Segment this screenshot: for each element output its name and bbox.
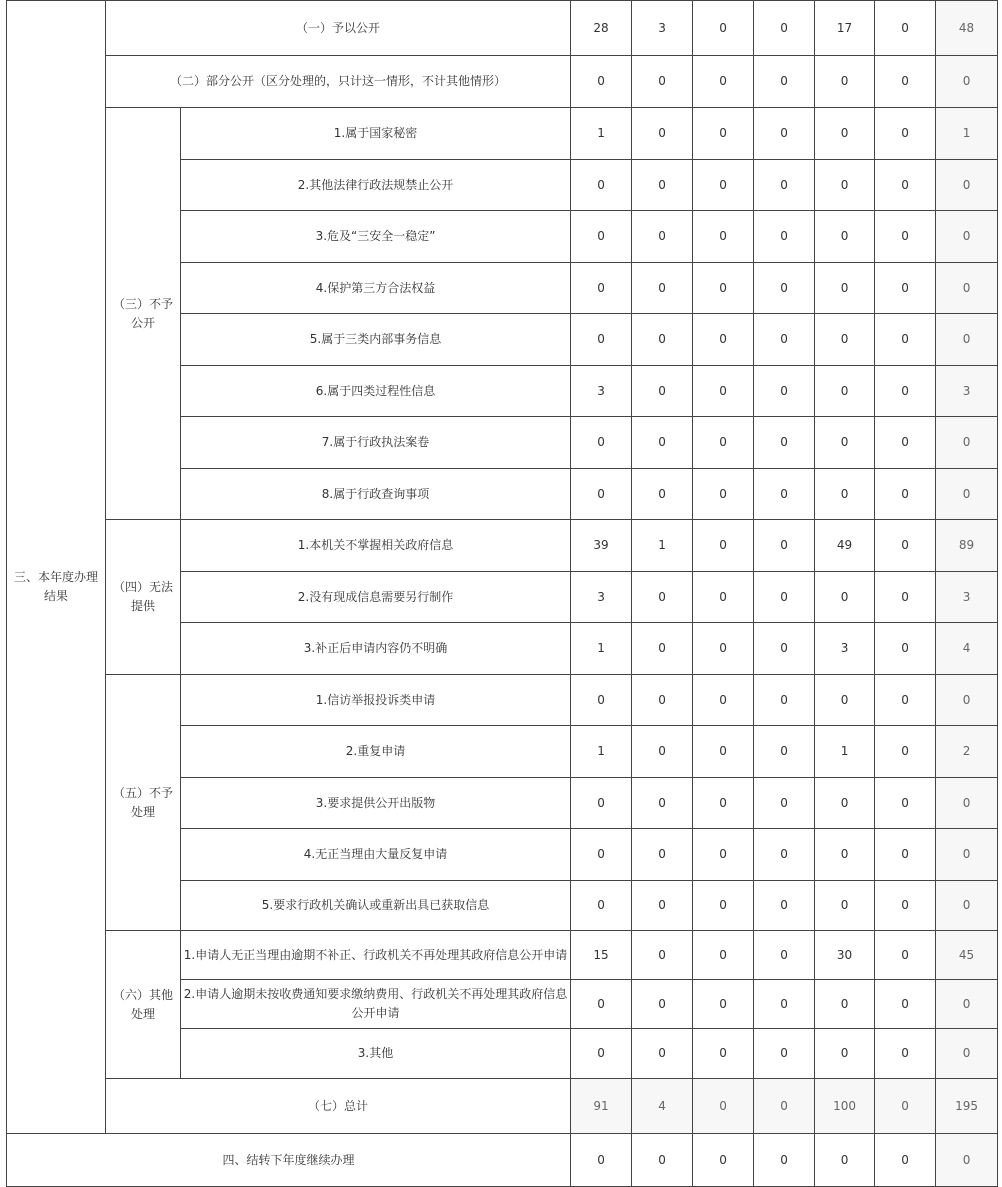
value-cell: 0 (693, 1029, 754, 1079)
value-cell: 0 (815, 675, 875, 726)
value-cell: 0 (571, 829, 632, 881)
total-cell: 0 (936, 56, 998, 108)
value-cell: 0 (875, 211, 936, 263)
value-cell: 0 (754, 881, 815, 931)
group-label-cell (106, 675, 181, 931)
value-cell: 0 (632, 263, 693, 314)
row-label: 3.要求提供公开出版物 (181, 778, 571, 829)
value-cell: 0 (815, 263, 875, 314)
value-cell: 0 (875, 263, 936, 314)
value-cell: 0 (693, 778, 754, 829)
total-cell: 2 (936, 726, 998, 778)
value-cell: 0 (815, 980, 875, 1029)
value-cell: 0 (875, 1029, 936, 1079)
value-cell: 0 (693, 366, 754, 417)
table-row (7, 1134, 998, 1187)
value-cell: 0 (754, 108, 815, 160)
total-cell: 0 (936, 829, 998, 881)
row-label: 2.没有现成信息需要另行制作 (181, 572, 571, 623)
disclosure-results-table (6, 0, 998, 1187)
value-cell: 0 (815, 1029, 875, 1079)
value-cell: 0 (875, 623, 936, 675)
total-cell: 1 (936, 108, 998, 160)
value-cell: 0 (632, 623, 693, 675)
value-cell: 0 (632, 726, 693, 778)
value-cell: 39 (571, 520, 632, 572)
value-cell: 0 (632, 211, 693, 263)
value-cell: 0 (693, 726, 754, 778)
row-label: 5.要求行政机关确认或重新出具已获取信息 (181, 881, 571, 931)
value-cell: 0 (875, 675, 936, 726)
value-cell: 0 (815, 366, 875, 417)
value-cell: 0 (571, 675, 632, 726)
section3-label-cell (7, 1, 106, 1134)
value-cell: 0 (875, 829, 936, 881)
value-cell: 0 (815, 778, 875, 829)
group-label-cell (106, 931, 181, 1079)
value-cell: 0 (571, 263, 632, 314)
value-cell: 0 (875, 931, 936, 980)
value-cell: 0 (875, 417, 936, 469)
value-cell: 0 (875, 56, 936, 108)
value-cell: 0 (571, 56, 632, 108)
value-cell: 0 (632, 881, 693, 931)
value-cell: 0 (693, 211, 754, 263)
value-cell: 3 (571, 366, 632, 417)
value-cell: 0 (815, 829, 875, 881)
total-cell: 3 (936, 366, 998, 417)
row-label: 7.属于行政执法案卷 (181, 417, 571, 469)
value-cell: 0 (632, 417, 693, 469)
row-label: 5.属于三类内部事务信息 (181, 314, 571, 366)
value-cell: 0 (693, 469, 754, 520)
value-cell: 0 (875, 469, 936, 520)
total-cell: 0 (936, 980, 998, 1029)
value-cell: 0 (693, 931, 754, 980)
value-cell: 0 (875, 108, 936, 160)
value-cell: 0 (632, 1029, 693, 1079)
row-label: 4.无正当理由大量反复申请 (181, 829, 571, 881)
value-cell: 0 (693, 56, 754, 108)
value-cell: 0 (754, 263, 815, 314)
value-cell: 0 (693, 520, 754, 572)
row-label: 2.申请人逾期未按收费通知要求缴纳费用、行政机关不再处理其政府信息公开申请 (181, 980, 571, 1029)
value-cell: 0 (632, 675, 693, 726)
value-cell: 0 (693, 160, 754, 211)
value-cell: 0 (754, 1134, 815, 1187)
value-cell: 0 (754, 778, 815, 829)
value-cell: 0 (754, 1029, 815, 1079)
table-row (7, 56, 998, 108)
value-cell: 0 (754, 829, 815, 881)
value-cell: 0 (632, 980, 693, 1029)
value-cell: 0 (754, 469, 815, 520)
group-label-cell (106, 520, 181, 675)
value-cell: 0 (875, 1, 936, 56)
group-label: （五）不予处理 (112, 785, 173, 819)
total-cell: 0 (936, 1134, 998, 1187)
row-label: 8.属于行政查询事项 (181, 469, 571, 520)
value-cell: 0 (875, 366, 936, 417)
value-cell: 0 (693, 108, 754, 160)
row-label: （二）部分公开（区分处理的，只计这一情形，不计其他情形） (106, 56, 571, 108)
table-row (7, 1, 998, 56)
value-cell: 0 (632, 108, 693, 160)
value-cell: 0 (632, 469, 693, 520)
value-cell: 30 (815, 931, 875, 980)
value-cell: 0 (693, 829, 754, 881)
value-cell: 0 (632, 829, 693, 881)
value-cell: 0 (754, 675, 815, 726)
row-label: 1.属于国家秘密 (181, 108, 571, 160)
table-row (7, 675, 998, 726)
value-cell: 0 (815, 160, 875, 211)
value-cell: 0 (875, 1134, 936, 1187)
row-label: 6.属于四类过程性信息 (181, 366, 571, 417)
value-cell: 0 (693, 980, 754, 1029)
value-cell: 49 (815, 520, 875, 572)
value-cell: 0 (632, 56, 693, 108)
total-cell: 195 (936, 1079, 998, 1134)
row-label: 1.申请人无正当理由逾期不补正、行政机关不再处理其政府信息公开申请 (181, 931, 571, 980)
value-cell: 0 (754, 366, 815, 417)
value-cell: 15 (571, 931, 632, 980)
total-cell: 0 (936, 1029, 998, 1079)
total-cell: 0 (936, 314, 998, 366)
value-cell: 1 (571, 726, 632, 778)
value-cell: 0 (632, 931, 693, 980)
value-cell: 0 (571, 1134, 632, 1187)
value-cell: 0 (632, 160, 693, 211)
total-cell: 0 (936, 469, 998, 520)
value-cell: 0 (754, 160, 815, 211)
total-cell: 0 (936, 211, 998, 263)
row-label: 3.补正后申请内容仍不明确 (181, 623, 571, 675)
row-label: （七）总计 (106, 1079, 571, 1134)
section3-label: 三、本年度办理结果 (13, 570, 98, 603)
value-cell: 0 (632, 1134, 693, 1187)
value-cell: 0 (815, 56, 875, 108)
group-label: （四）无法提供 (112, 580, 173, 613)
table-row (7, 1079, 998, 1134)
value-cell: 0 (571, 211, 632, 263)
value-cell: 0 (754, 314, 815, 366)
value-cell: 0 (815, 572, 875, 623)
value-cell: 0 (632, 778, 693, 829)
row-label: 2.其他法律行政法规禁止公开 (181, 160, 571, 211)
value-cell: 0 (875, 160, 936, 211)
value-cell: 28 (571, 1, 632, 56)
group-label: （三）不予公开 (112, 296, 173, 330)
value-cell: 0 (693, 1134, 754, 1187)
row-label: 2.重复申请 (181, 726, 571, 778)
value-cell: 0 (754, 572, 815, 623)
value-cell: 0 (693, 1, 754, 56)
value-cell: 100 (815, 1079, 875, 1134)
row-label: 1.信访举报投诉类申请 (181, 675, 571, 726)
row-label: 3.危及“三安全一稳定” (181, 211, 571, 263)
value-cell: 0 (754, 520, 815, 572)
value-cell: 3 (815, 623, 875, 675)
value-cell: 1 (632, 520, 693, 572)
value-cell: 0 (754, 726, 815, 778)
total-cell: 45 (936, 931, 998, 980)
value-cell: 0 (875, 1079, 936, 1134)
value-cell: 0 (815, 417, 875, 469)
value-cell: 0 (693, 623, 754, 675)
value-cell: 0 (815, 881, 875, 931)
value-cell: 0 (571, 778, 632, 829)
table-row (7, 520, 998, 572)
value-cell: 0 (875, 980, 936, 1029)
value-cell: 0 (693, 881, 754, 931)
value-cell: 0 (754, 1079, 815, 1134)
value-cell: 3 (632, 1, 693, 56)
value-cell: 0 (875, 778, 936, 829)
value-cell: 0 (754, 931, 815, 980)
value-cell: 0 (754, 980, 815, 1029)
total-cell: 89 (936, 520, 998, 572)
total-cell: 4 (936, 623, 998, 675)
value-cell: 4 (632, 1079, 693, 1134)
value-cell: 3 (571, 572, 632, 623)
table-row (7, 931, 998, 980)
total-cell: 48 (936, 1, 998, 56)
value-cell: 0 (632, 366, 693, 417)
value-cell: 0 (815, 108, 875, 160)
value-cell: 0 (632, 572, 693, 623)
value-cell: 1 (815, 726, 875, 778)
total-cell: 0 (936, 675, 998, 726)
row-label: （一）予以公开 (106, 1, 571, 56)
row-label: 四、结转下年度继续办理 (7, 1134, 571, 1187)
value-cell: 91 (571, 1079, 632, 1134)
value-cell: 0 (754, 623, 815, 675)
value-cell: 0 (815, 211, 875, 263)
value-cell: 1 (571, 108, 632, 160)
value-cell: 0 (571, 314, 632, 366)
total-cell: 0 (936, 263, 998, 314)
row-label: 4.保护第三方合法权益 (181, 263, 571, 314)
value-cell: 0 (875, 726, 936, 778)
value-cell: 0 (571, 1029, 632, 1079)
value-cell: 0 (875, 520, 936, 572)
value-cell: 0 (571, 881, 632, 931)
value-cell: 0 (693, 572, 754, 623)
total-cell: 3 (936, 572, 998, 623)
row-label: 3.其他 (181, 1029, 571, 1079)
value-cell: 0 (571, 469, 632, 520)
total-cell: 0 (936, 778, 998, 829)
group-label-cell (106, 108, 181, 520)
value-cell: 0 (632, 314, 693, 366)
value-cell: 0 (693, 1079, 754, 1134)
value-cell: 0 (693, 314, 754, 366)
value-cell: 0 (693, 263, 754, 314)
value-cell: 0 (571, 980, 632, 1029)
value-cell: 0 (815, 314, 875, 366)
value-cell: 0 (815, 1134, 875, 1187)
value-cell: 0 (754, 1, 815, 56)
total-cell: 0 (936, 160, 998, 211)
total-cell: 0 (936, 881, 998, 931)
table-row (7, 108, 998, 160)
total-cell: 0 (936, 417, 998, 469)
value-cell: 0 (815, 469, 875, 520)
row-label: 1.本机关不掌握相关政府信息 (181, 520, 571, 572)
value-cell: 0 (693, 675, 754, 726)
value-cell: 0 (875, 572, 936, 623)
value-cell: 0 (875, 881, 936, 931)
value-cell: 0 (754, 56, 815, 108)
value-cell: 0 (754, 417, 815, 469)
value-cell: 0 (571, 160, 632, 211)
group-label: （六）其他处理 (112, 987, 173, 1021)
value-cell: 0 (875, 314, 936, 366)
value-cell: 0 (754, 211, 815, 263)
value-cell: 17 (815, 1, 875, 56)
value-cell: 0 (571, 417, 632, 469)
value-cell: 0 (693, 417, 754, 469)
value-cell: 1 (571, 623, 632, 675)
